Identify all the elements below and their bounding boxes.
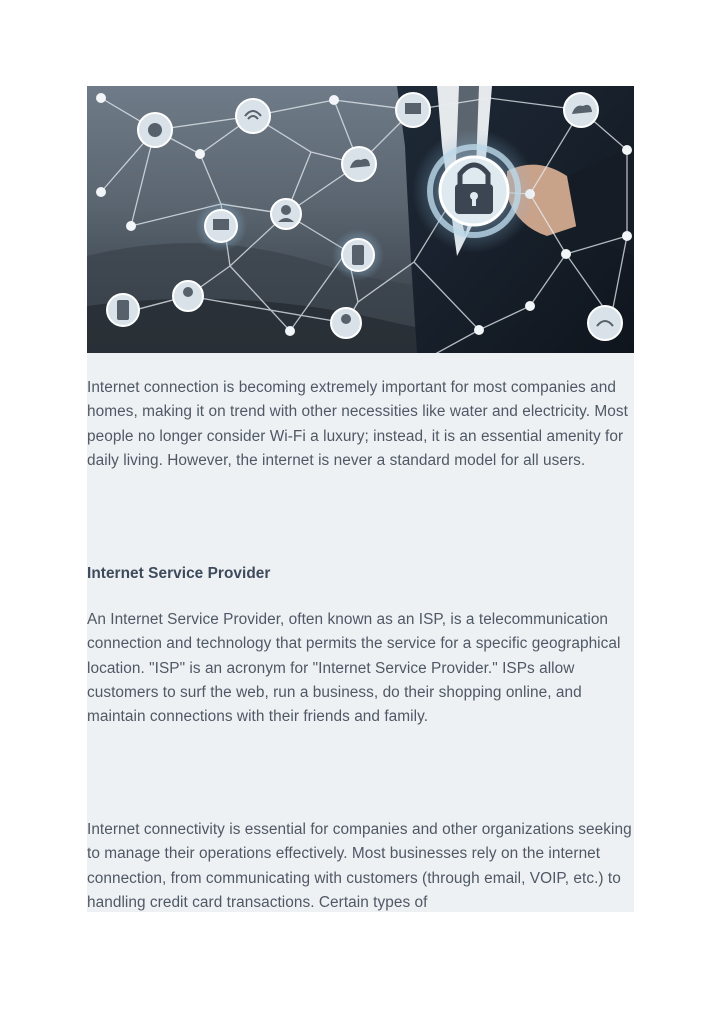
network-security-illustration bbox=[87, 86, 634, 353]
isp-paragraph: An Internet Service Provider, often known as an ISP, is a telecommunication connection and technology that permits the service for a specific geographical location. "ISP" is an acronym for "Internet Service Provider." ISPs allow customers to surf the web, run a business, do their shopping online, and maintain connections with their friends and family. bbox=[87, 611, 621, 726]
hero-image bbox=[87, 86, 634, 353]
section-heading: Internet Service Provider bbox=[87, 565, 271, 582]
padlock-icon bbox=[412, 129, 536, 253]
intro-paragraph: Internet connection is becoming extremely important for most companies and homes, making it on trend with other necessities like water and electricity. Most people no longer consider Wi-Fi a luxury; instead, it is an essential amenity for daily living. However, the internet is never a standard model for all users. bbox=[87, 379, 628, 469]
connectivity-paragraph: Internet connectivity is essential for companies and other organizations seeking to manage their operations effectively. Most businesses rely on the internet connection, from communicating with customers (through email, VOIP, etc.) to handling credit card transactions. Certain types of bbox=[87, 821, 632, 911]
